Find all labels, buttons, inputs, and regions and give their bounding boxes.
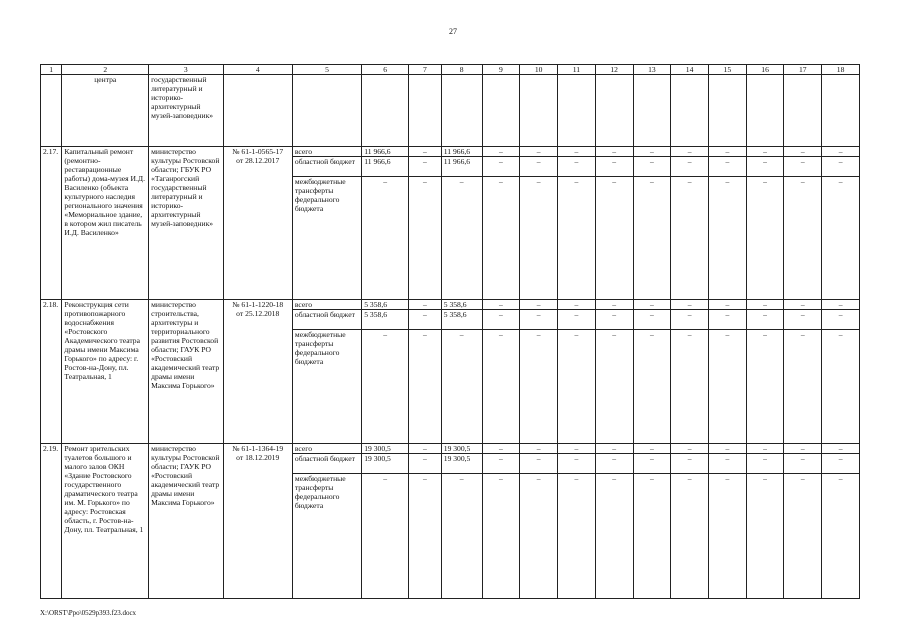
column-number-2: 2 xyxy=(62,65,149,75)
item-name: Капитальный ремонт (ремонтно-реставрационные работы) дома-музея И.Д. Василенко (объекта культурного наследия регионального значения «Мемориальное здание, в котором жил писатель И.Д. Василенко» xyxy=(62,147,149,300)
value-col-9: – xyxy=(482,444,520,454)
doc-date: от 25.12.2018 xyxy=(236,309,280,318)
value-col-13: – xyxy=(633,157,671,177)
cell xyxy=(292,75,361,147)
column-number-11: 11 xyxy=(558,65,596,75)
funding-source: всего xyxy=(292,444,361,454)
value-col-8: 5 358,6 xyxy=(441,300,482,310)
value-col-9: – xyxy=(482,474,520,599)
doc-number: № 61-1-1220-18 xyxy=(232,300,284,309)
column-number-row xyxy=(41,65,860,75)
column-number-3: 3 xyxy=(149,65,223,75)
value-col-12: – xyxy=(595,474,633,599)
value-col-12: – xyxy=(595,330,633,444)
value-col-17: – xyxy=(784,444,822,454)
value-col-11: – xyxy=(558,310,596,330)
value-col-11: – xyxy=(558,454,596,474)
funding-source: межбюджетные трансферты федерального бюджета xyxy=(292,330,361,444)
value-col-8: 11 966,6 xyxy=(441,147,482,157)
value-col-10: – xyxy=(520,454,558,474)
item-number: 2.18. xyxy=(41,300,62,444)
value-col-14: – xyxy=(671,310,709,330)
value-col-18: – xyxy=(822,454,860,474)
value-col-7: – xyxy=(409,444,442,454)
value-col-16: – xyxy=(746,474,784,599)
value-col-12: – xyxy=(595,300,633,310)
funding-source: областной бюджет xyxy=(292,310,361,330)
value-col-13: – xyxy=(633,330,671,444)
cell xyxy=(362,75,409,147)
value-col-6: – xyxy=(362,330,409,444)
value-col-7: – xyxy=(409,330,442,444)
value-col-10: – xyxy=(520,177,558,300)
funding-source: областной бюджет xyxy=(292,454,361,474)
value-col-16: – xyxy=(746,454,784,474)
value-col-12: – xyxy=(595,157,633,177)
value-col-6: 5 358,6 xyxy=(362,300,409,310)
value-col-13: – xyxy=(633,310,671,330)
cell xyxy=(41,75,62,147)
value-col-13: – xyxy=(633,474,671,599)
value-col-18: – xyxy=(822,444,860,454)
value-col-12: – xyxy=(595,310,633,330)
funding-source: всего xyxy=(292,147,361,157)
cell xyxy=(520,75,558,147)
value-col-18: – xyxy=(822,474,860,599)
value-col-14: – xyxy=(671,177,709,300)
value-col-7: – xyxy=(409,454,442,474)
value-col-15: – xyxy=(708,147,746,157)
value-col-7: – xyxy=(409,147,442,157)
value-col-13: – xyxy=(633,300,671,310)
value-col-11: – xyxy=(558,147,596,157)
value-col-11: – xyxy=(558,330,596,444)
value-col-9: – xyxy=(482,147,520,157)
value-col-10: – xyxy=(520,300,558,310)
value-col-11: – xyxy=(558,157,596,177)
value-col-14: – xyxy=(671,147,709,157)
continuation-row xyxy=(41,75,860,147)
column-number-5: 5 xyxy=(292,65,361,75)
value-col-9: – xyxy=(482,330,520,444)
value-col-17: – xyxy=(784,330,822,444)
value-col-13: – xyxy=(633,444,671,454)
value-col-10: – xyxy=(520,474,558,599)
value-col-15: – xyxy=(708,310,746,330)
doc-date: от 28.12.2017 xyxy=(236,156,280,165)
value-col-10: – xyxy=(520,330,558,444)
continuation-name: центра xyxy=(62,75,149,147)
column-number-9: 9 xyxy=(482,65,520,75)
cell xyxy=(671,75,709,147)
value-col-11: – xyxy=(558,300,596,310)
value-col-18: – xyxy=(822,147,860,157)
value-col-10: – xyxy=(520,147,558,157)
value-col-17: – xyxy=(784,157,822,177)
value-col-14: – xyxy=(671,444,709,454)
value-col-14: – xyxy=(671,157,709,177)
item-executor: министерство культуры Ростовской области; ГБУК РО «Таганрогский государственный литературный и историко-архитектурный музей-заповедник» xyxy=(149,147,223,300)
value-col-7: – xyxy=(409,474,442,599)
value-col-8: – xyxy=(441,474,482,599)
item-name: Ремонт зрительских туалетов большого и малого залов ОКН «Здание Ростовского государственного драматического театра им. М. Горького» по адресу: Ростовская область, г. Ростов-на-Дону, пл. Театральная, 1 xyxy=(62,444,149,599)
value-col-12: – xyxy=(595,454,633,474)
cell xyxy=(558,75,596,147)
value-col-15: – xyxy=(708,300,746,310)
value-col-9: – xyxy=(482,300,520,310)
column-number-1: 1 xyxy=(41,65,62,75)
value-col-10: – xyxy=(520,444,558,454)
value-col-17: – xyxy=(784,310,822,330)
column-number-17: 17 xyxy=(784,65,822,75)
value-col-18: – xyxy=(822,310,860,330)
value-col-6: – xyxy=(362,177,409,300)
cell xyxy=(223,75,292,147)
value-col-11: – xyxy=(558,444,596,454)
value-col-17: – xyxy=(784,177,822,300)
value-col-16: – xyxy=(746,147,784,157)
value-col-14: – xyxy=(671,330,709,444)
value-col-12: – xyxy=(595,147,633,157)
cell xyxy=(746,75,784,147)
value-col-10: – xyxy=(520,310,558,330)
item-number: 2.19. xyxy=(41,444,62,599)
value-col-11: – xyxy=(558,177,596,300)
column-number-13: 13 xyxy=(633,65,671,75)
page-number: 27 xyxy=(449,27,457,36)
value-col-17: – xyxy=(784,474,822,599)
value-col-8: 5 358,6 xyxy=(441,310,482,330)
value-col-6: 11 966,6 xyxy=(362,157,409,177)
value-col-9: – xyxy=(482,310,520,330)
value-col-9: – xyxy=(482,177,520,300)
cell xyxy=(633,75,671,147)
value-col-14: – xyxy=(671,454,709,474)
value-col-7: – xyxy=(409,177,442,300)
cell xyxy=(784,75,822,147)
value-col-17: – xyxy=(784,454,822,474)
value-col-16: – xyxy=(746,444,784,454)
value-col-6: 11 966,6 xyxy=(362,147,409,157)
column-number-12: 12 xyxy=(595,65,633,75)
value-col-7: – xyxy=(409,300,442,310)
value-col-13: – xyxy=(633,177,671,300)
value-col-16: – xyxy=(746,300,784,310)
value-col-15: – xyxy=(708,157,746,177)
value-col-9: – xyxy=(482,157,520,177)
column-number-18: 18 xyxy=(822,65,860,75)
value-col-6: – xyxy=(362,474,409,599)
doc-date: от 18.12.2019 xyxy=(236,453,280,462)
value-col-16: – xyxy=(746,310,784,330)
item-document xyxy=(223,444,292,599)
value-col-12: – xyxy=(595,177,633,300)
column-number-15: 15 xyxy=(708,65,746,75)
column-number-14: 14 xyxy=(671,65,709,75)
value-col-15: – xyxy=(708,474,746,599)
budget-table xyxy=(40,64,860,599)
value-col-14: – xyxy=(671,474,709,599)
cell xyxy=(708,75,746,147)
value-col-13: – xyxy=(633,147,671,157)
value-col-7: – xyxy=(409,157,442,177)
cell xyxy=(441,75,482,147)
funding-source: межбюджетные трансферты федерального бюджета xyxy=(292,474,361,599)
value-col-8: 19 300,5 xyxy=(441,454,482,474)
value-col-6: 19 300,5 xyxy=(362,454,409,474)
value-col-10: – xyxy=(520,157,558,177)
funding-source: областной бюджет xyxy=(292,157,361,177)
value-col-8: – xyxy=(441,330,482,444)
item-document xyxy=(223,300,292,444)
value-col-11: – xyxy=(558,474,596,599)
value-col-15: – xyxy=(708,454,746,474)
column-number-10: 10 xyxy=(520,65,558,75)
funding-source: межбюджетные трансферты федерального бюджета xyxy=(292,177,361,300)
value-col-18: – xyxy=(822,177,860,300)
doc-number: № 61-1-0565-17 xyxy=(232,147,284,156)
value-col-17: – xyxy=(784,147,822,157)
value-col-16: – xyxy=(746,157,784,177)
column-number-16: 16 xyxy=(746,65,784,75)
value-col-15: – xyxy=(708,330,746,444)
value-col-7: – xyxy=(409,310,442,330)
value-col-8: 19 300,5 xyxy=(441,444,482,454)
cell xyxy=(482,75,520,147)
cell xyxy=(595,75,633,147)
value-col-8: 11 966,6 xyxy=(441,157,482,177)
column-number-6: 6 xyxy=(362,65,409,75)
value-col-16: – xyxy=(746,177,784,300)
column-number-4: 4 xyxy=(223,65,292,75)
item-executor: министерство строительства, архитектуры и территориального развития Ростовской области; ГАУК РО «Ростовский академический театр драмы имени Максима Горького» xyxy=(149,300,223,444)
value-col-18: – xyxy=(822,300,860,310)
item-name: Реконструкция сети противопожарного водоснабжения «Ростовского Академического театра драмы имени Максима Горького» по адресу: г. Ростов-на-Дону, пл. Театральная, 1 xyxy=(62,300,149,444)
item-line-row xyxy=(41,147,860,157)
value-col-18: – xyxy=(822,330,860,444)
item-line-row xyxy=(41,300,860,310)
item-executor: министерство культуры Ростовской области; ГАУК РО «Ростовский академический театр драмы имени Максима Горького» xyxy=(149,444,223,599)
item-number: 2.17. xyxy=(41,147,62,300)
column-number-7: 7 xyxy=(409,65,442,75)
value-col-18: – xyxy=(822,157,860,177)
funding-source: всего xyxy=(292,300,361,310)
value-col-8: – xyxy=(441,177,482,300)
value-col-6: 5 358,6 xyxy=(362,310,409,330)
column-number-8: 8 xyxy=(441,65,482,75)
continuation-executor: государственный литературный и историко-архитектурный музей-заповедник» xyxy=(149,75,223,147)
value-col-6: 19 300,5 xyxy=(362,444,409,454)
doc-number: № 61-1-1364-19 xyxy=(232,444,284,453)
value-col-15: – xyxy=(708,444,746,454)
file-path-footer: X:\ORST\Ppo\0529p393.f23.docx xyxy=(40,609,137,617)
value-col-9: – xyxy=(482,454,520,474)
value-col-15: – xyxy=(708,177,746,300)
value-col-12: – xyxy=(595,444,633,454)
value-col-16: – xyxy=(746,330,784,444)
value-col-13: – xyxy=(633,454,671,474)
cell xyxy=(822,75,860,147)
value-col-17: – xyxy=(784,300,822,310)
item-document xyxy=(223,147,292,300)
cell xyxy=(409,75,442,147)
item-line-row xyxy=(41,444,860,454)
value-col-14: – xyxy=(671,300,709,310)
